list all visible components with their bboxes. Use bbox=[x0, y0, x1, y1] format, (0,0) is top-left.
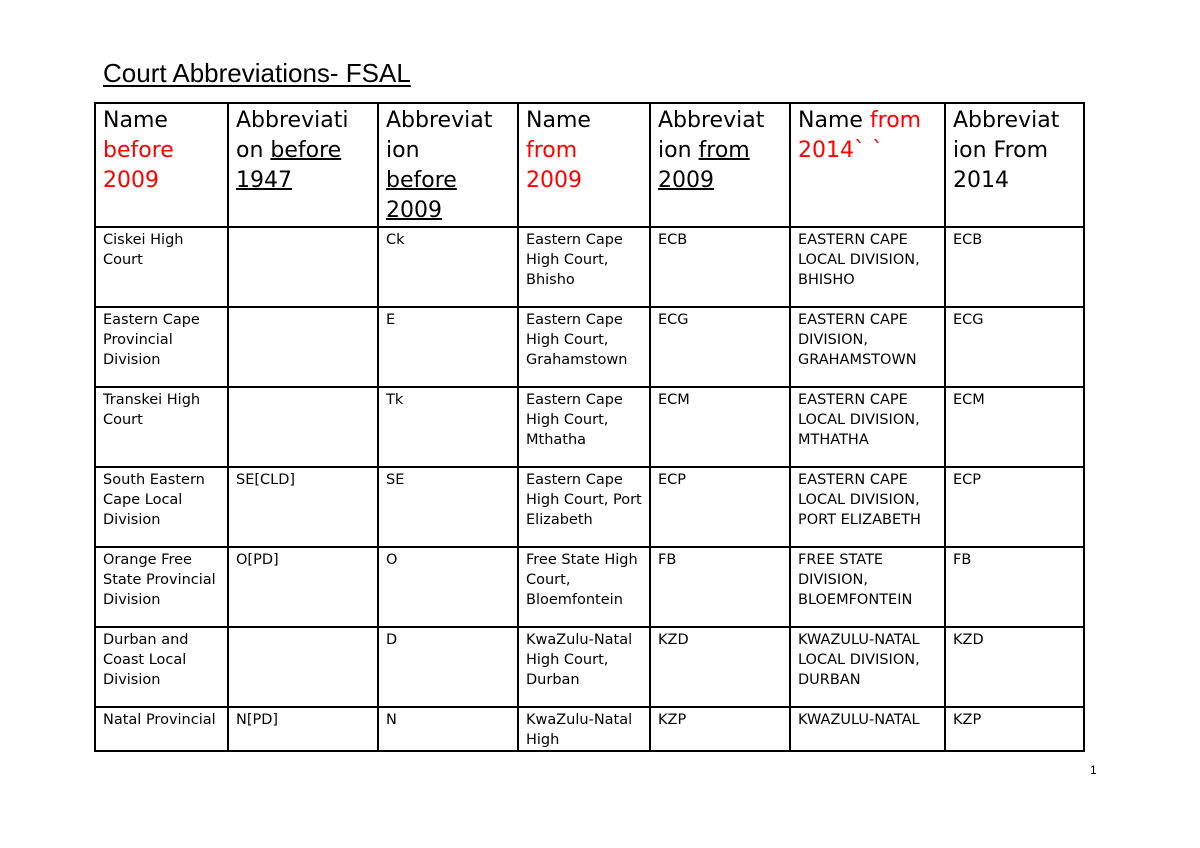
cell-name-before-2009: South Eastern Cape Local Division bbox=[95, 467, 228, 547]
cell-abbreviation-from-2014: KZD bbox=[945, 627, 1084, 707]
cell-name-from-2009: Free State High Court, Bloemfontein bbox=[518, 547, 650, 627]
cell-name-from-2014: EASTERN CAPE DIVISION, GRAHAMSTOWN bbox=[790, 307, 945, 387]
cell-abbreviation-before-2009: E bbox=[378, 307, 518, 387]
cell-abbreviation-from-2009: FB bbox=[650, 547, 790, 627]
cell-abbreviation-from-2014: ECP bbox=[945, 467, 1084, 547]
cell-name-before-2009: Eastern Cape Provincial Division bbox=[95, 307, 228, 387]
cell-name-from-2014: EASTERN CAPE LOCAL DIVISION, MTHATHA bbox=[790, 387, 945, 467]
table-row bbox=[95, 707, 1084, 751]
cell-name-from-2014: EASTERN CAPE LOCAL DIVISION, PORT ELIZABETH bbox=[790, 467, 945, 547]
cell-abbreviation-from-2009: ECB bbox=[650, 227, 790, 307]
cell-abbreviation-before-2009: O bbox=[378, 547, 518, 627]
cell-abbreviation-before-2009: Tk bbox=[378, 387, 518, 467]
cell-name-before-2009: Ciskei High Court bbox=[95, 227, 228, 307]
cell-abbreviation-from-2014: FB bbox=[945, 547, 1084, 627]
cell-abbreviation-before-1947 bbox=[228, 307, 378, 387]
header-name-before-2009: Name before 2009 bbox=[95, 103, 228, 227]
cell-abbreviation-before-2009: N bbox=[378, 707, 518, 751]
table-row bbox=[95, 227, 1084, 307]
cell-abbreviation-from-2014: ECM bbox=[945, 387, 1084, 467]
page-number: 1 bbox=[1090, 763, 1097, 777]
cell-name-from-2009: Eastern Cape High Court, Grahamstown bbox=[518, 307, 650, 387]
cell-name-from-2009: Eastern Cape High Court, Bhisho bbox=[518, 227, 650, 307]
header-abbreviation-before-1947: Abbreviati on before 1947 bbox=[228, 103, 378, 227]
cell-name-from-2014: KWAZULU-NATAL bbox=[790, 707, 945, 751]
cell-name-before-2009: Natal Provincial bbox=[95, 707, 228, 751]
cell-name-from-2014: FREE STATE DIVISION, BLOEMFONTEIN bbox=[790, 547, 945, 627]
header-abbreviation-from-2009: Abbreviat ion from 2009 bbox=[650, 103, 790, 227]
header-abbreviation-before-2009: Abbreviat ion before 2009 bbox=[378, 103, 518, 227]
cell-abbreviation-from-2014: ECB bbox=[945, 227, 1084, 307]
cell-abbreviation-before-1947 bbox=[228, 227, 378, 307]
court-abbreviations-table bbox=[94, 102, 1085, 752]
page-title: Court Abbreviations- FSAL bbox=[103, 58, 411, 88]
cell-abbreviation-from-2014: ECG bbox=[945, 307, 1084, 387]
cell-abbreviation-from-2009: KZP bbox=[650, 707, 790, 751]
table-row bbox=[95, 547, 1084, 627]
header-row bbox=[95, 103, 1084, 227]
cell-abbreviation-from-2009: ECM bbox=[650, 387, 790, 467]
cell-name-from-2009: KwaZulu-Natal High bbox=[518, 707, 650, 751]
header-name-from-2009: Name from 2009 bbox=[518, 103, 650, 227]
cell-name-before-2009: Transkei High Court bbox=[95, 387, 228, 467]
cell-abbreviation-from-2009: ECP bbox=[650, 467, 790, 547]
cell-name-from-2009: Eastern Cape High Court, Mthatha bbox=[518, 387, 650, 467]
cell-name-from-2009: Eastern Cape High Court, Port Elizabeth bbox=[518, 467, 650, 547]
table-row bbox=[95, 627, 1084, 707]
table-row bbox=[95, 387, 1084, 467]
header-abbreviation-from-2014: Abbreviat ion From 2014 bbox=[945, 103, 1084, 227]
cell-abbreviation-before-1947 bbox=[228, 627, 378, 707]
cell-name-from-2014: KWAZULU-NATAL LOCAL DIVISION, DURBAN bbox=[790, 627, 945, 707]
cell-name-before-2009: Durban and Coast Local Division bbox=[95, 627, 228, 707]
cell-abbreviation-from-2014: KZP bbox=[945, 707, 1084, 751]
header-name-from-2014: Name from 2014` ` bbox=[790, 103, 945, 227]
cell-abbreviation-before-2009: Ck bbox=[378, 227, 518, 307]
cell-abbreviation-before-1947 bbox=[228, 387, 378, 467]
cell-abbreviation-before-1947: O[PD] bbox=[228, 547, 378, 627]
table-row bbox=[95, 467, 1084, 547]
cell-abbreviation-before-1947: N[PD] bbox=[228, 707, 378, 751]
cell-abbreviation-before-2009: D bbox=[378, 627, 518, 707]
cell-abbreviation-before-2009: SE bbox=[378, 467, 518, 547]
cell-name-from-2014: EASTERN CAPE LOCAL DIVISION, BHISHO bbox=[790, 227, 945, 307]
cell-abbreviation-before-1947: SE[CLD] bbox=[228, 467, 378, 547]
cell-abbreviation-from-2009: ECG bbox=[650, 307, 790, 387]
cell-abbreviation-from-2009: KZD bbox=[650, 627, 790, 707]
cell-name-from-2009: KwaZulu-Natal High Court, Durban bbox=[518, 627, 650, 707]
table-row bbox=[95, 307, 1084, 387]
cell-name-before-2009: Orange Free State Provincial Division bbox=[95, 547, 228, 627]
